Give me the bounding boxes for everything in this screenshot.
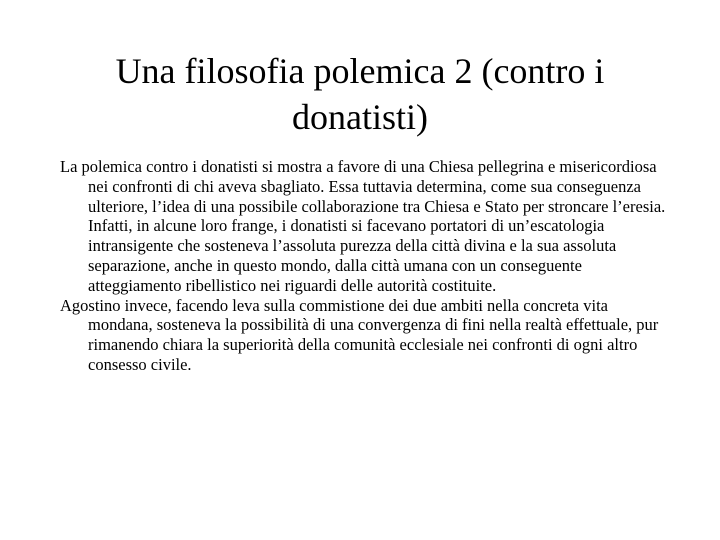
slide-body [60, 157, 675, 375]
body-paragraph: Agostino invece, facendo leva sulla commistione dei due ambiti nella concreta vita mondana, sosteneva la possibilità di una convergenza di fini nella realtà effettuale, pur rimanendo chiara la superiorità della comunità ecclesiale nei confronti di ogni altro consesso civile. [60, 295, 659, 374]
body-paragraph: La polemica contro i donatisti si mostra a favore di una Chiesa pellegrina e misericordiosa nei confronti di chi aveva sbagliato. Essa tuttavia determina, come sua conseguenza ulteriore, l’idea di una possibile collaborazione tra Chiesa e Stato per stroncare l’eresia. Infatti, in alcune loro frange, i donatisti si facevano portatori di un’escatologia intransigente che sosteneva l’assoluta purezza della città divina e la sua assoluta separazione, anche in questo mondo, dalla città umana con un conseguente atteggiamento ribellistico nei riguardi delle autorità costituite. [60, 157, 666, 295]
slide-title: Una filosofia polemica 2 (contro i donatisti) [115, 51, 605, 137]
